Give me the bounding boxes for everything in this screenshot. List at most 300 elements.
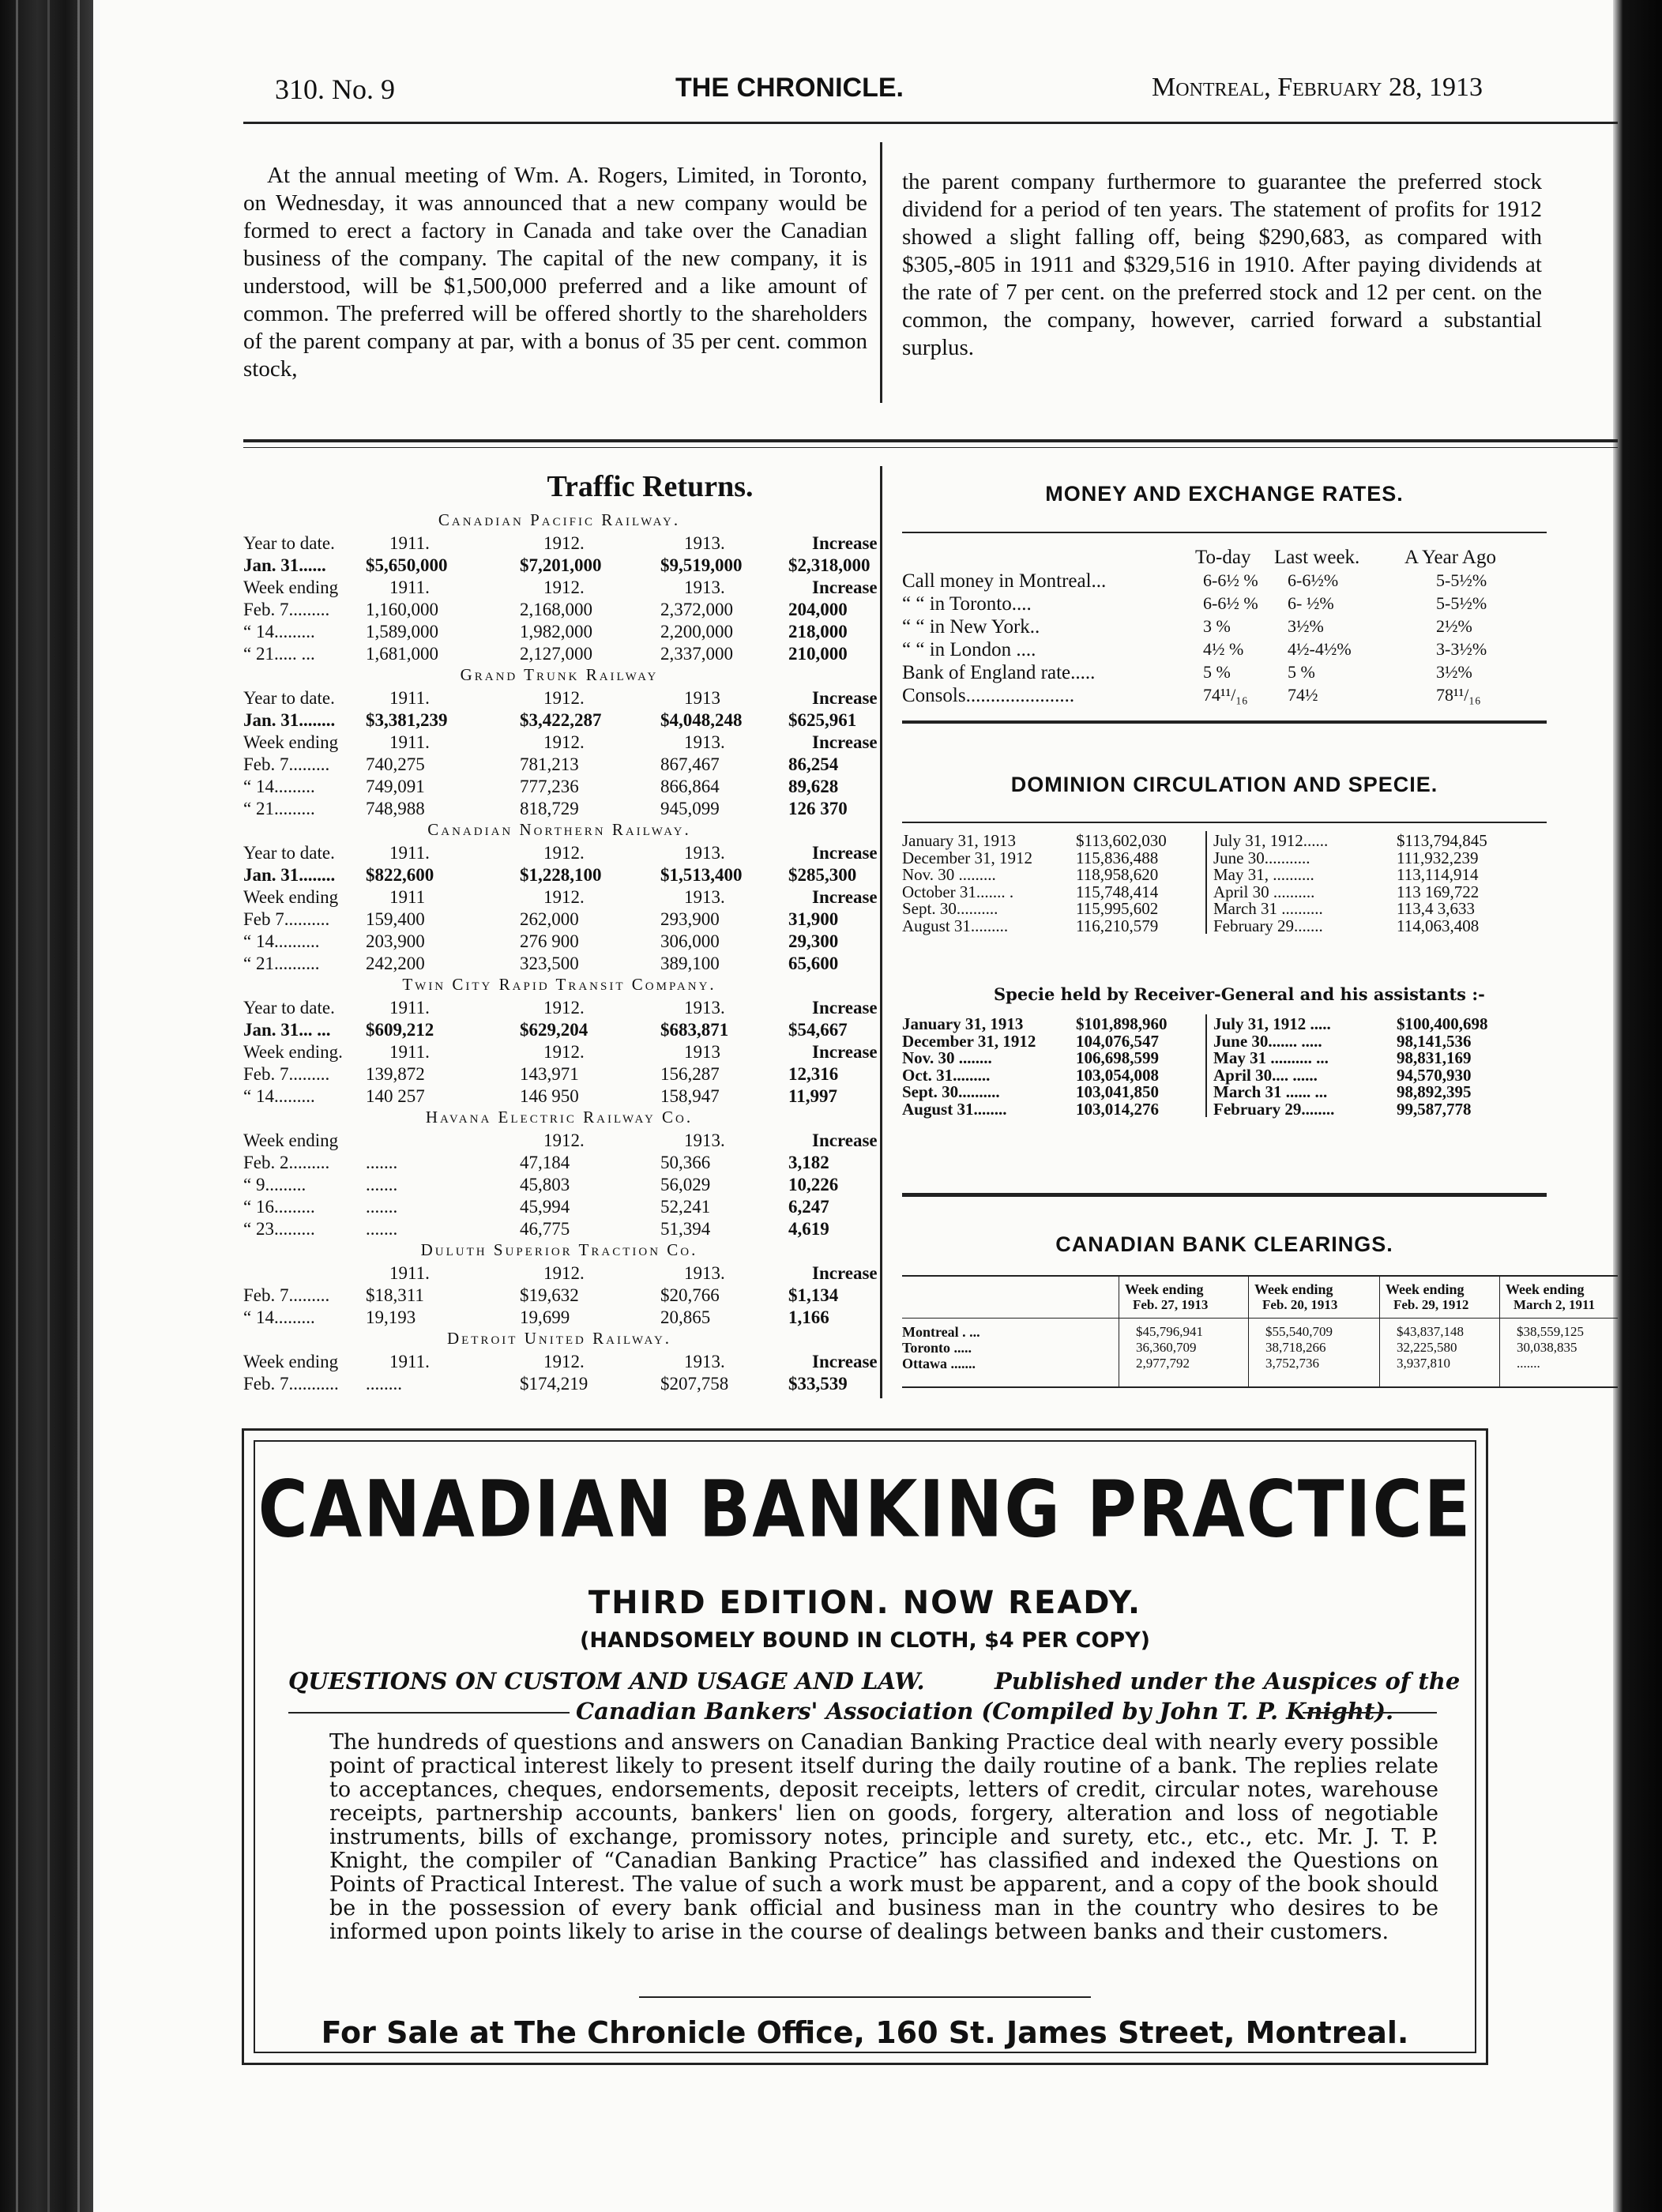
traffic-row bbox=[93, 886, 883, 908]
traffic-cell-v1: 749,091 bbox=[366, 777, 425, 796]
article-left-column: At the annual meeting of Wm. A. Rogers, Limited, in Toronto, on Wednesday, it was announced that a new company would be formed to erect a factory in Canada and take over the Canadian business of the company. The capital of the new company, it is understood, will be $1,500,000 preferred and a like amount of common. The preferred will be offered shortly to the shareholders of the parent company at par, with a bonus of 35 per cent. common stock, bbox=[243, 163, 867, 382]
traffic-cell-v2: 777,236 bbox=[520, 777, 579, 796]
circulation-right-label: June 30........... bbox=[1213, 848, 1310, 867]
traffic-row bbox=[93, 621, 883, 643]
money-row-label: Bank of England rate..... bbox=[902, 662, 1096, 683]
clearings-value: ....... bbox=[1517, 1356, 1540, 1371]
money-col-header: To-day bbox=[1195, 547, 1251, 568]
circulation-left-label: Nov. 30 ......... bbox=[902, 865, 996, 884]
traffic-cell-label: “ 9......... bbox=[243, 1175, 306, 1194]
traffic-cell-inc: 86,254 bbox=[788, 754, 839, 774]
traffic-row bbox=[93, 732, 883, 754]
traffic-row bbox=[93, 532, 883, 555]
traffic-cell-inc: Increase bbox=[812, 887, 878, 907]
traffic-cell-inc: Increase bbox=[812, 1130, 878, 1150]
traffic-cell-v3: 51,394 bbox=[660, 1219, 711, 1239]
traffic-cell-v1: 1911. bbox=[389, 533, 430, 553]
ad-binding-note: (HANDSOMELY BOUND IN CLOTH, $4 PER COPY) bbox=[580, 1628, 1150, 1653]
traffic-company-name: Twin City Rapid Transit Company. bbox=[402, 975, 716, 994]
specie-left-value: $101,898,960 bbox=[1076, 1014, 1168, 1033]
traffic-cell-v3: 56,029 bbox=[660, 1175, 711, 1194]
traffic-cell-inc: 31,900 bbox=[788, 909, 839, 929]
ad-rule-left bbox=[288, 1712, 570, 1714]
traffic-cell-v3: $9,519,000 bbox=[660, 555, 743, 575]
traffic-cell-v3: 2,337,000 bbox=[660, 644, 733, 664]
book-binding bbox=[0, 0, 93, 2212]
traffic-row bbox=[93, 864, 883, 886]
traffic-cell-v1: 242,200 bbox=[366, 954, 425, 973]
money-row-label: Consols...................... bbox=[902, 685, 1075, 706]
circulation-left-label: August 31......... bbox=[902, 916, 1009, 935]
clearings-city: Montreal . ... bbox=[902, 1324, 980, 1340]
traffic-cell-v2: $3,422,287 bbox=[520, 710, 602, 730]
traffic-cell-v3: 1913. bbox=[684, 887, 725, 907]
dominion-title: DOMINION CIRCULATION AND SPECIE. bbox=[1010, 773, 1438, 796]
traffic-cell-v2: 47,184 bbox=[520, 1153, 570, 1172]
traffic-cell-v3: 867,467 bbox=[660, 754, 720, 774]
traffic-cell-v2: 2,127,000 bbox=[520, 644, 592, 664]
clearings-value: $55,540,709 bbox=[1265, 1324, 1333, 1339]
traffic-cell-v1: 1911. bbox=[389, 577, 430, 597]
traffic-row bbox=[93, 599, 883, 621]
ad-headline: CANADIAN BANKING PRACTICE bbox=[258, 1464, 1472, 1556]
specie-right-label: July 31, 1912 ..... bbox=[1213, 1014, 1331, 1033]
masthead-title: THE CHRONICLE. bbox=[675, 73, 904, 103]
traffic-cell-v2: 1912. bbox=[543, 533, 585, 553]
traffic-row bbox=[93, 1063, 883, 1085]
money-yearago: 3-3½% bbox=[1436, 639, 1487, 659]
ad-edition: THIRD EDITION. NOW READY. bbox=[588, 1585, 1142, 1621]
specie-right-label: February 29........ bbox=[1213, 1099, 1335, 1119]
clearings-value: $43,837,148 bbox=[1397, 1324, 1464, 1339]
traffic-cell-v2: 1912. bbox=[543, 1130, 585, 1150]
specie-left-value: 104,076,547 bbox=[1076, 1031, 1159, 1051]
traffic-cell-v2: 781,213 bbox=[520, 754, 579, 774]
traffic-cell-inc: Increase bbox=[812, 533, 878, 553]
traffic-cell-label: Year to date. bbox=[243, 998, 335, 1018]
column-divider bbox=[880, 142, 882, 403]
traffic-row bbox=[93, 555, 883, 577]
traffic-cell-inc: 65,600 bbox=[788, 954, 839, 973]
traffic-row bbox=[93, 997, 883, 1019]
money-today: 6-6½ % bbox=[1203, 593, 1258, 613]
traffic-cell-v3: 2,372,000 bbox=[660, 600, 733, 619]
header-rule bbox=[243, 122, 1618, 124]
traffic-row bbox=[93, 1262, 883, 1285]
traffic-cell-v2: 1912. bbox=[543, 732, 585, 752]
traffic-cell-label: Feb. 7......... bbox=[243, 600, 330, 619]
traffic-row bbox=[93, 1373, 883, 1395]
column-divider-2 bbox=[880, 466, 882, 1398]
money-col-header: Last week. bbox=[1274, 547, 1360, 568]
traffic-cell-v3: 1913. bbox=[684, 843, 725, 863]
article-right-column: the parent company furthermore to guarantee the preferred stock dividend for a period of ten years. The statement of profits for 1912 showed a slight falling off, being $290,683, as compared with $305,-805 in 1911 and $329,516 in 1910. After paying dividends at the rate of 7 per cent. on the preferred stock and 12 per cent. on the common, the company, however, carried forward a substantial surplus. bbox=[902, 169, 1542, 360]
traffic-cell-label: Feb. 7......... bbox=[243, 1285, 330, 1305]
traffic-cell-label: “ 14.......... bbox=[243, 931, 320, 951]
traffic-cell-v3: $20,766 bbox=[660, 1285, 720, 1305]
money-bottom-rule bbox=[902, 720, 1547, 724]
circulation-right-value: $113,794,845 bbox=[1397, 831, 1487, 850]
ad-sale-line: For Sale at The Chronicle Office, 160 St. James Street, Montreal. bbox=[321, 2015, 1409, 2050]
clearings-value: 32,225,580 bbox=[1397, 1340, 1457, 1355]
money-lastweek: 5 % bbox=[1288, 662, 1315, 682]
traffic-cell-label: “ 14......... bbox=[243, 622, 315, 641]
traffic-cell-inc: 126 370 bbox=[788, 799, 848, 818]
traffic-cell-inc: Increase bbox=[812, 843, 878, 863]
traffic-cell-v3: 1913. bbox=[684, 998, 725, 1018]
specie-right-value: 98,141,536 bbox=[1397, 1031, 1472, 1051]
traffic-cell-v2: 46,775 bbox=[520, 1219, 570, 1239]
money-row-label: “ “ in Toronto.... bbox=[902, 593, 1032, 615]
traffic-cell-v2: $1,228,100 bbox=[520, 865, 602, 885]
specie-left-label: Nov. 30 ........ bbox=[902, 1048, 992, 1067]
traffic-cell-v3: 52,241 bbox=[660, 1197, 711, 1217]
clearings-title: CANADIAN BANK CLEARINGS. bbox=[1055, 1232, 1393, 1256]
traffic-cell-inc: $2,318,000 bbox=[788, 555, 870, 575]
traffic-cell-label: “ 21..... ... bbox=[243, 644, 315, 664]
traffic-cell-v3: 1913. bbox=[684, 1352, 725, 1371]
traffic-row bbox=[93, 953, 883, 975]
traffic-cell-v2: 1,982,000 bbox=[520, 622, 592, 641]
traffic-cell-v2: 1912. bbox=[543, 887, 585, 907]
ad-divider bbox=[639, 1996, 1091, 1998]
specie-right-label: June 30....... ..... bbox=[1213, 1031, 1322, 1051]
traffic-cell-inc: 3,182 bbox=[788, 1153, 829, 1172]
circulation-divider bbox=[1205, 831, 1207, 934]
circulation-left-label: January 31, 1913 bbox=[902, 831, 1017, 850]
traffic-row bbox=[93, 577, 883, 599]
ad-subtitle-a: QUESTIONS ON CUSTOM AND USAGE AND LAW. bbox=[288, 1668, 925, 1695]
traffic-cell-v2: 1912. bbox=[543, 1263, 585, 1283]
traffic-row bbox=[93, 1307, 883, 1329]
money-today: 4½ % bbox=[1203, 639, 1244, 659]
traffic-cell-v2: 276 900 bbox=[520, 931, 579, 951]
traffic-cell-v1: 1911. bbox=[389, 843, 430, 863]
traffic-cell-v3: 945,099 bbox=[660, 799, 720, 818]
traffic-row bbox=[93, 798, 883, 820]
clearings-col-h2: March 2, 1911 bbox=[1513, 1297, 1596, 1312]
traffic-cell-label: Feb. 7......... bbox=[243, 754, 330, 774]
traffic-cell-inc: 218,000 bbox=[788, 622, 848, 641]
clearings-col-h1: Week ending bbox=[1125, 1281, 1204, 1297]
money-row-label: “ “ in London .... bbox=[902, 639, 1036, 660]
traffic-cell-label: Feb. 7......... bbox=[243, 1064, 330, 1084]
traffic-cell-v1: ....... bbox=[366, 1175, 398, 1194]
traffic-cell-inc: Increase bbox=[812, 732, 878, 752]
circulation-left-label: December 31, 1912 bbox=[902, 848, 1033, 867]
traffic-cell-v2: 1912. bbox=[543, 843, 585, 863]
traffic-cell-v1: $609,212 bbox=[366, 1020, 434, 1040]
traffic-cell-inc: $33,539 bbox=[788, 1374, 848, 1394]
traffic-cell-inc: 6,247 bbox=[788, 1197, 829, 1217]
specie-left-value: 103,041,850 bbox=[1076, 1082, 1159, 1101]
traffic-cell-v3: 20,865 bbox=[660, 1307, 711, 1327]
traffic-cell-v1: 1,681,000 bbox=[366, 644, 438, 664]
traffic-row bbox=[93, 1174, 883, 1196]
clearings-col-divider bbox=[1248, 1277, 1249, 1387]
traffic-company-name: Detroit United Railway. bbox=[446, 1329, 672, 1348]
specie-right-label: May 31 .......... ... bbox=[1213, 1048, 1329, 1067]
clearings-value: 30,038,835 bbox=[1517, 1340, 1577, 1355]
ad-subtitle-b: Published under the Auspices of the bbox=[995, 1668, 1461, 1695]
traffic-cell-v2: 1912. bbox=[543, 1042, 585, 1062]
clearings-col-divider bbox=[1379, 1277, 1380, 1387]
traffic-cell-v1: 1911. bbox=[389, 1263, 430, 1283]
traffic-cell-v3: 306,000 bbox=[660, 931, 720, 951]
circulation-right-value: 114,063,408 bbox=[1397, 916, 1480, 935]
ad-body: The hundreds of questions and answers on Canadian Banking Practice deal with nearly every possible point of practical interest likely to present itself during the daily routine of a bank. The replies relate to acceptances, cheques, endorsements, deposit receipts, letters of credit, circular notes, warehouse receipts, partnership accounts, bankers' lien on goods, forgery, alteration and loss of negotiable instruments, bills of exchange, promissory notes, principle and surety, etc., etc., etc. Mr. J. T. P. Knight, the compiler of “Canadian Banking Practice” has classified and indexed the Questions on Points of Practical Interest. The value of such a work must be apparent, and a copy of the book should be in the possession of every bank official and business man in the country who desires to be informed upon points likely to arise in the course of dealings between banks and their customers. bbox=[329, 1730, 1438, 1944]
circulation-right-label: March 31 .......... bbox=[1213, 899, 1323, 918]
clearings-col-h2: Feb. 20, 1913 bbox=[1262, 1297, 1338, 1312]
traffic-cell-label: “ 14......... bbox=[243, 1086, 315, 1106]
traffic-cell-v1: 748,988 bbox=[366, 799, 425, 818]
traffic-cell-v1: 1911. bbox=[389, 998, 430, 1018]
traffic-cell-inc: $54,667 bbox=[788, 1020, 848, 1040]
traffic-cell-v3: 1913. bbox=[684, 1263, 725, 1283]
traffic-cell-v2: 1912. bbox=[543, 577, 585, 597]
clearings-bottom-rule bbox=[902, 1386, 1618, 1388]
traffic-cell-v3: 389,100 bbox=[660, 954, 720, 973]
traffic-cell-label: “ 14......... bbox=[243, 1307, 315, 1327]
clearings-col-h1: Week ending bbox=[1254, 1281, 1333, 1297]
traffic-row bbox=[93, 1152, 883, 1174]
circulation-left-value: $113,602,030 bbox=[1076, 831, 1167, 850]
page-edge bbox=[1613, 0, 1662, 2212]
traffic-cell-v3: 1913. bbox=[684, 533, 725, 553]
circulation-right-label: April 30 .......... bbox=[1213, 882, 1315, 901]
clearings-value: 36,360,709 bbox=[1136, 1340, 1197, 1355]
specie-left-value: 106,698,599 bbox=[1076, 1048, 1159, 1067]
traffic-cell-v3: 866,864 bbox=[660, 777, 720, 796]
money-lastweek: 74½ bbox=[1288, 685, 1318, 705]
traffic-cell-v2: 45,994 bbox=[520, 1197, 570, 1217]
specie-title: Specie held by Receiver-General and his assistants :- bbox=[994, 984, 1485, 1004]
traffic-cell-inc: 10,226 bbox=[788, 1175, 839, 1194]
traffic-cell-v2: $174,219 bbox=[520, 1374, 588, 1394]
traffic-cell-v1: ....... bbox=[366, 1197, 398, 1217]
money-row-label: “ “ in New York.. bbox=[902, 616, 1040, 638]
traffic-row bbox=[93, 842, 883, 864]
traffic-cell-label: Jan. 31...... bbox=[243, 555, 326, 575]
clearings-value: 2,977,792 bbox=[1136, 1356, 1190, 1371]
circulation-right-value: 113,114,914 bbox=[1397, 865, 1479, 884]
specie-left-label: August 31........ bbox=[902, 1099, 1007, 1119]
money-lastweek: 6-6½% bbox=[1288, 570, 1339, 590]
traffic-cell-v1: 203,900 bbox=[366, 931, 425, 951]
traffic-cell-v3: 1913. bbox=[684, 1130, 725, 1150]
traffic-cell-v3: 2,200,000 bbox=[660, 622, 733, 641]
specie-right-value: 98,892,395 bbox=[1397, 1082, 1472, 1101]
traffic-cell-v3: 1913 bbox=[684, 1042, 720, 1062]
traffic-cell-inc: 4,619 bbox=[788, 1219, 829, 1239]
money-lastweek: 3½% bbox=[1288, 616, 1324, 636]
traffic-cell-v1: 1911. bbox=[389, 1352, 430, 1371]
traffic-row bbox=[93, 687, 883, 709]
traffic-row bbox=[93, 709, 883, 732]
page-number: 310. No. 9 bbox=[275, 73, 395, 105]
traffic-row bbox=[93, 1019, 883, 1041]
traffic-cell-v2: 2,168,000 bbox=[520, 600, 592, 619]
money-lastweek: 6- ½% bbox=[1288, 593, 1334, 613]
traffic-cell-v3: 293,900 bbox=[660, 909, 720, 929]
traffic-cell-v2: $7,201,000 bbox=[520, 555, 602, 575]
traffic-cell-label: Week ending bbox=[243, 1130, 339, 1150]
traffic-cell-label: Week ending. bbox=[243, 1042, 343, 1062]
traffic-cell-label: Week ending bbox=[243, 577, 339, 597]
clearings-city: Toronto ..... bbox=[902, 1340, 972, 1356]
traffic-cell-inc: Increase bbox=[812, 1042, 878, 1062]
circulation-left-value: 115,748,414 bbox=[1076, 882, 1159, 901]
traffic-cell-inc: Increase bbox=[812, 1352, 878, 1371]
specie-right-value: 98,831,169 bbox=[1397, 1048, 1472, 1067]
clearings-col-h1: Week ending bbox=[1506, 1281, 1585, 1297]
circulation-right-label: February 29....... bbox=[1213, 916, 1323, 935]
specie-left-label: December 31, 1912 bbox=[902, 1031, 1036, 1051]
traffic-row bbox=[93, 1130, 883, 1152]
traffic-cell-label: Jan. 31........ bbox=[243, 865, 336, 885]
specie-left-value: 103,054,008 bbox=[1076, 1065, 1159, 1085]
page-date: Montreal, February 28, 1913 bbox=[1152, 73, 1483, 102]
traffic-cell-inc: Increase bbox=[812, 998, 878, 1018]
circulation-left-value: 118,958,620 bbox=[1076, 865, 1159, 884]
traffic-cell-inc: $625,961 bbox=[788, 710, 857, 730]
traffic-row bbox=[93, 931, 883, 953]
money-lastweek: 4½-4½% bbox=[1288, 639, 1352, 659]
traffic-cell-label: “ 14......... bbox=[243, 777, 315, 796]
ad-rule-right bbox=[1303, 1712, 1437, 1714]
money-rates-title: MONEY AND EXCHANGE RATES. bbox=[1045, 482, 1404, 506]
traffic-row bbox=[93, 1285, 883, 1307]
traffic-cell-v1: 140 257 bbox=[366, 1086, 425, 1106]
traffic-cell-v1: $18,311 bbox=[366, 1285, 424, 1305]
section-rule bbox=[243, 439, 1618, 442]
traffic-cell-label: Week ending bbox=[243, 732, 339, 752]
traffic-cell-v2: $629,204 bbox=[520, 1020, 588, 1040]
money-yearago: 3½% bbox=[1436, 662, 1472, 682]
advertisement-box bbox=[242, 1428, 1488, 2065]
money-row-label: Call money in Montreal... bbox=[902, 570, 1107, 592]
circulation-right-label: July 31, 1912...... bbox=[1213, 831, 1329, 850]
specie-right-label: March 31 ...... ... bbox=[1213, 1082, 1328, 1101]
traffic-cell-v2: 143,971 bbox=[520, 1064, 579, 1084]
traffic-cell-label: Jan. 31... ... bbox=[243, 1020, 331, 1040]
money-yearago: 78¹¹/₁₆ bbox=[1436, 685, 1481, 705]
traffic-cell-v2: 45,803 bbox=[520, 1175, 570, 1194]
circulation-left-value: 115,836,488 bbox=[1076, 848, 1159, 867]
traffic-cell-label: “ 16......... bbox=[243, 1197, 315, 1217]
traffic-cell-inc: Increase bbox=[812, 1263, 878, 1283]
traffic-cell-label: “ 21.......... bbox=[243, 954, 320, 973]
traffic-cell-v1: 139,872 bbox=[366, 1064, 425, 1084]
traffic-cell-v1: ........ bbox=[366, 1374, 402, 1394]
traffic-cell-v1: $5,650,000 bbox=[366, 555, 448, 575]
traffic-row bbox=[93, 1218, 883, 1240]
traffic-cell-v3: 156,287 bbox=[660, 1064, 720, 1084]
traffic-row bbox=[93, 1196, 883, 1218]
specie-right-value: 99,587,778 bbox=[1397, 1099, 1472, 1119]
traffic-cell-label: “ 21......... bbox=[243, 799, 315, 818]
traffic-row bbox=[93, 643, 883, 665]
traffic-cell-label: Feb 7.......... bbox=[243, 909, 330, 929]
clearings-city: Ottawa ....... bbox=[902, 1356, 976, 1371]
traffic-cell-v3: 1913. bbox=[684, 732, 725, 752]
dominion-bottom-rule bbox=[902, 1193, 1547, 1197]
traffic-cell-inc: Increase bbox=[812, 688, 878, 708]
traffic-company-name: Canadian Pacific Railway. bbox=[438, 510, 681, 529]
traffic-cell-v1: 159,400 bbox=[366, 909, 425, 929]
circulation-left-label: Sept. 30.......... bbox=[902, 899, 998, 918]
clearings-value: $45,796,941 bbox=[1136, 1324, 1203, 1339]
traffic-cell-v1: 1911. bbox=[389, 732, 430, 752]
circulation-right-value: 113 169,722 bbox=[1397, 882, 1480, 901]
traffic-cell-v3: $4,048,248 bbox=[660, 710, 743, 730]
money-today: 74¹¹/₁₆ bbox=[1203, 685, 1248, 705]
traffic-cell-inc: $1,134 bbox=[788, 1285, 839, 1305]
traffic-cell-label: Week ending bbox=[243, 1352, 339, 1371]
traffic-cell-v1: 1911. bbox=[389, 1042, 430, 1062]
traffic-cell-v3: $1,513,400 bbox=[660, 865, 743, 885]
specie-divider bbox=[1205, 1014, 1207, 1117]
traffic-cell-label: Year to date. bbox=[243, 533, 335, 553]
traffic-cell-inc: Increase bbox=[812, 577, 878, 597]
ad-subtitle-c: Canadian Bankers' Association (Compiled by John T. P. Knight). bbox=[576, 1698, 1394, 1725]
traffic-cell-inc: 12,316 bbox=[788, 1064, 839, 1084]
clearings-value: 38,718,266 bbox=[1265, 1340, 1326, 1355]
clearings-value: 3,752,736 bbox=[1265, 1356, 1319, 1371]
traffic-cell-label: Feb. 2......... bbox=[243, 1153, 330, 1172]
traffic-returns-title: Traffic Returns. bbox=[547, 470, 754, 503]
specie-left-label: Oct. 31......... bbox=[902, 1065, 991, 1085]
money-today: 3 % bbox=[1203, 616, 1231, 636]
traffic-cell-inc: 11,997 bbox=[788, 1086, 837, 1106]
traffic-cell-v3: $207,758 bbox=[660, 1374, 729, 1394]
traffic-cell-v1: 1911 bbox=[389, 887, 426, 907]
circulation-left-label: October 31....... . bbox=[902, 882, 1014, 901]
circulation-right-value: 111,932,239 bbox=[1397, 848, 1479, 867]
traffic-company-name: Grand Trunk Railway bbox=[460, 665, 659, 684]
specie-right-value: $100,400,698 bbox=[1397, 1014, 1488, 1033]
traffic-row bbox=[93, 908, 883, 931]
money-yearago: 5-5½% bbox=[1436, 593, 1487, 613]
traffic-cell-v2: $19,632 bbox=[520, 1285, 579, 1305]
traffic-cell-v2: 19,699 bbox=[520, 1307, 570, 1327]
traffic-cell-v1: 1,160,000 bbox=[366, 600, 438, 619]
clearings-value: 3,937,810 bbox=[1397, 1356, 1450, 1371]
traffic-cell-v2: 818,729 bbox=[520, 799, 579, 818]
traffic-cell-label: Year to date. bbox=[243, 688, 335, 708]
traffic-cell-v2: 323,500 bbox=[520, 954, 579, 973]
circulation-right-value: 113,4 3,633 bbox=[1397, 899, 1475, 918]
traffic-row bbox=[93, 1041, 883, 1063]
money-yearago: 2½% bbox=[1436, 616, 1472, 636]
money-rule bbox=[902, 532, 1547, 533]
clearings-col-h1: Week ending bbox=[1386, 1281, 1465, 1297]
circulation-left-value: 115,995,602 bbox=[1076, 899, 1159, 918]
traffic-cell-inc: 29,300 bbox=[788, 931, 839, 951]
traffic-cell-label: Feb. 7........... bbox=[243, 1374, 339, 1394]
clearings-value: $38,559,125 bbox=[1517, 1324, 1584, 1339]
traffic-row bbox=[93, 1351, 883, 1373]
traffic-cell-v1: 1,589,000 bbox=[366, 622, 438, 641]
money-today: 5 % bbox=[1203, 662, 1231, 682]
circulation-right-label: May 31, .......... bbox=[1213, 865, 1314, 884]
traffic-cell-label: Week ending bbox=[243, 887, 339, 907]
traffic-company-name: Duluth Superior Traction Co. bbox=[420, 1240, 698, 1259]
traffic-cell-v1: ....... bbox=[366, 1219, 398, 1239]
clearings-col-h2: Feb. 29, 1912 bbox=[1393, 1297, 1469, 1312]
traffic-cell-label: “ 23......... bbox=[243, 1219, 315, 1239]
specie-left-label: January 31, 1913 bbox=[902, 1014, 1024, 1033]
